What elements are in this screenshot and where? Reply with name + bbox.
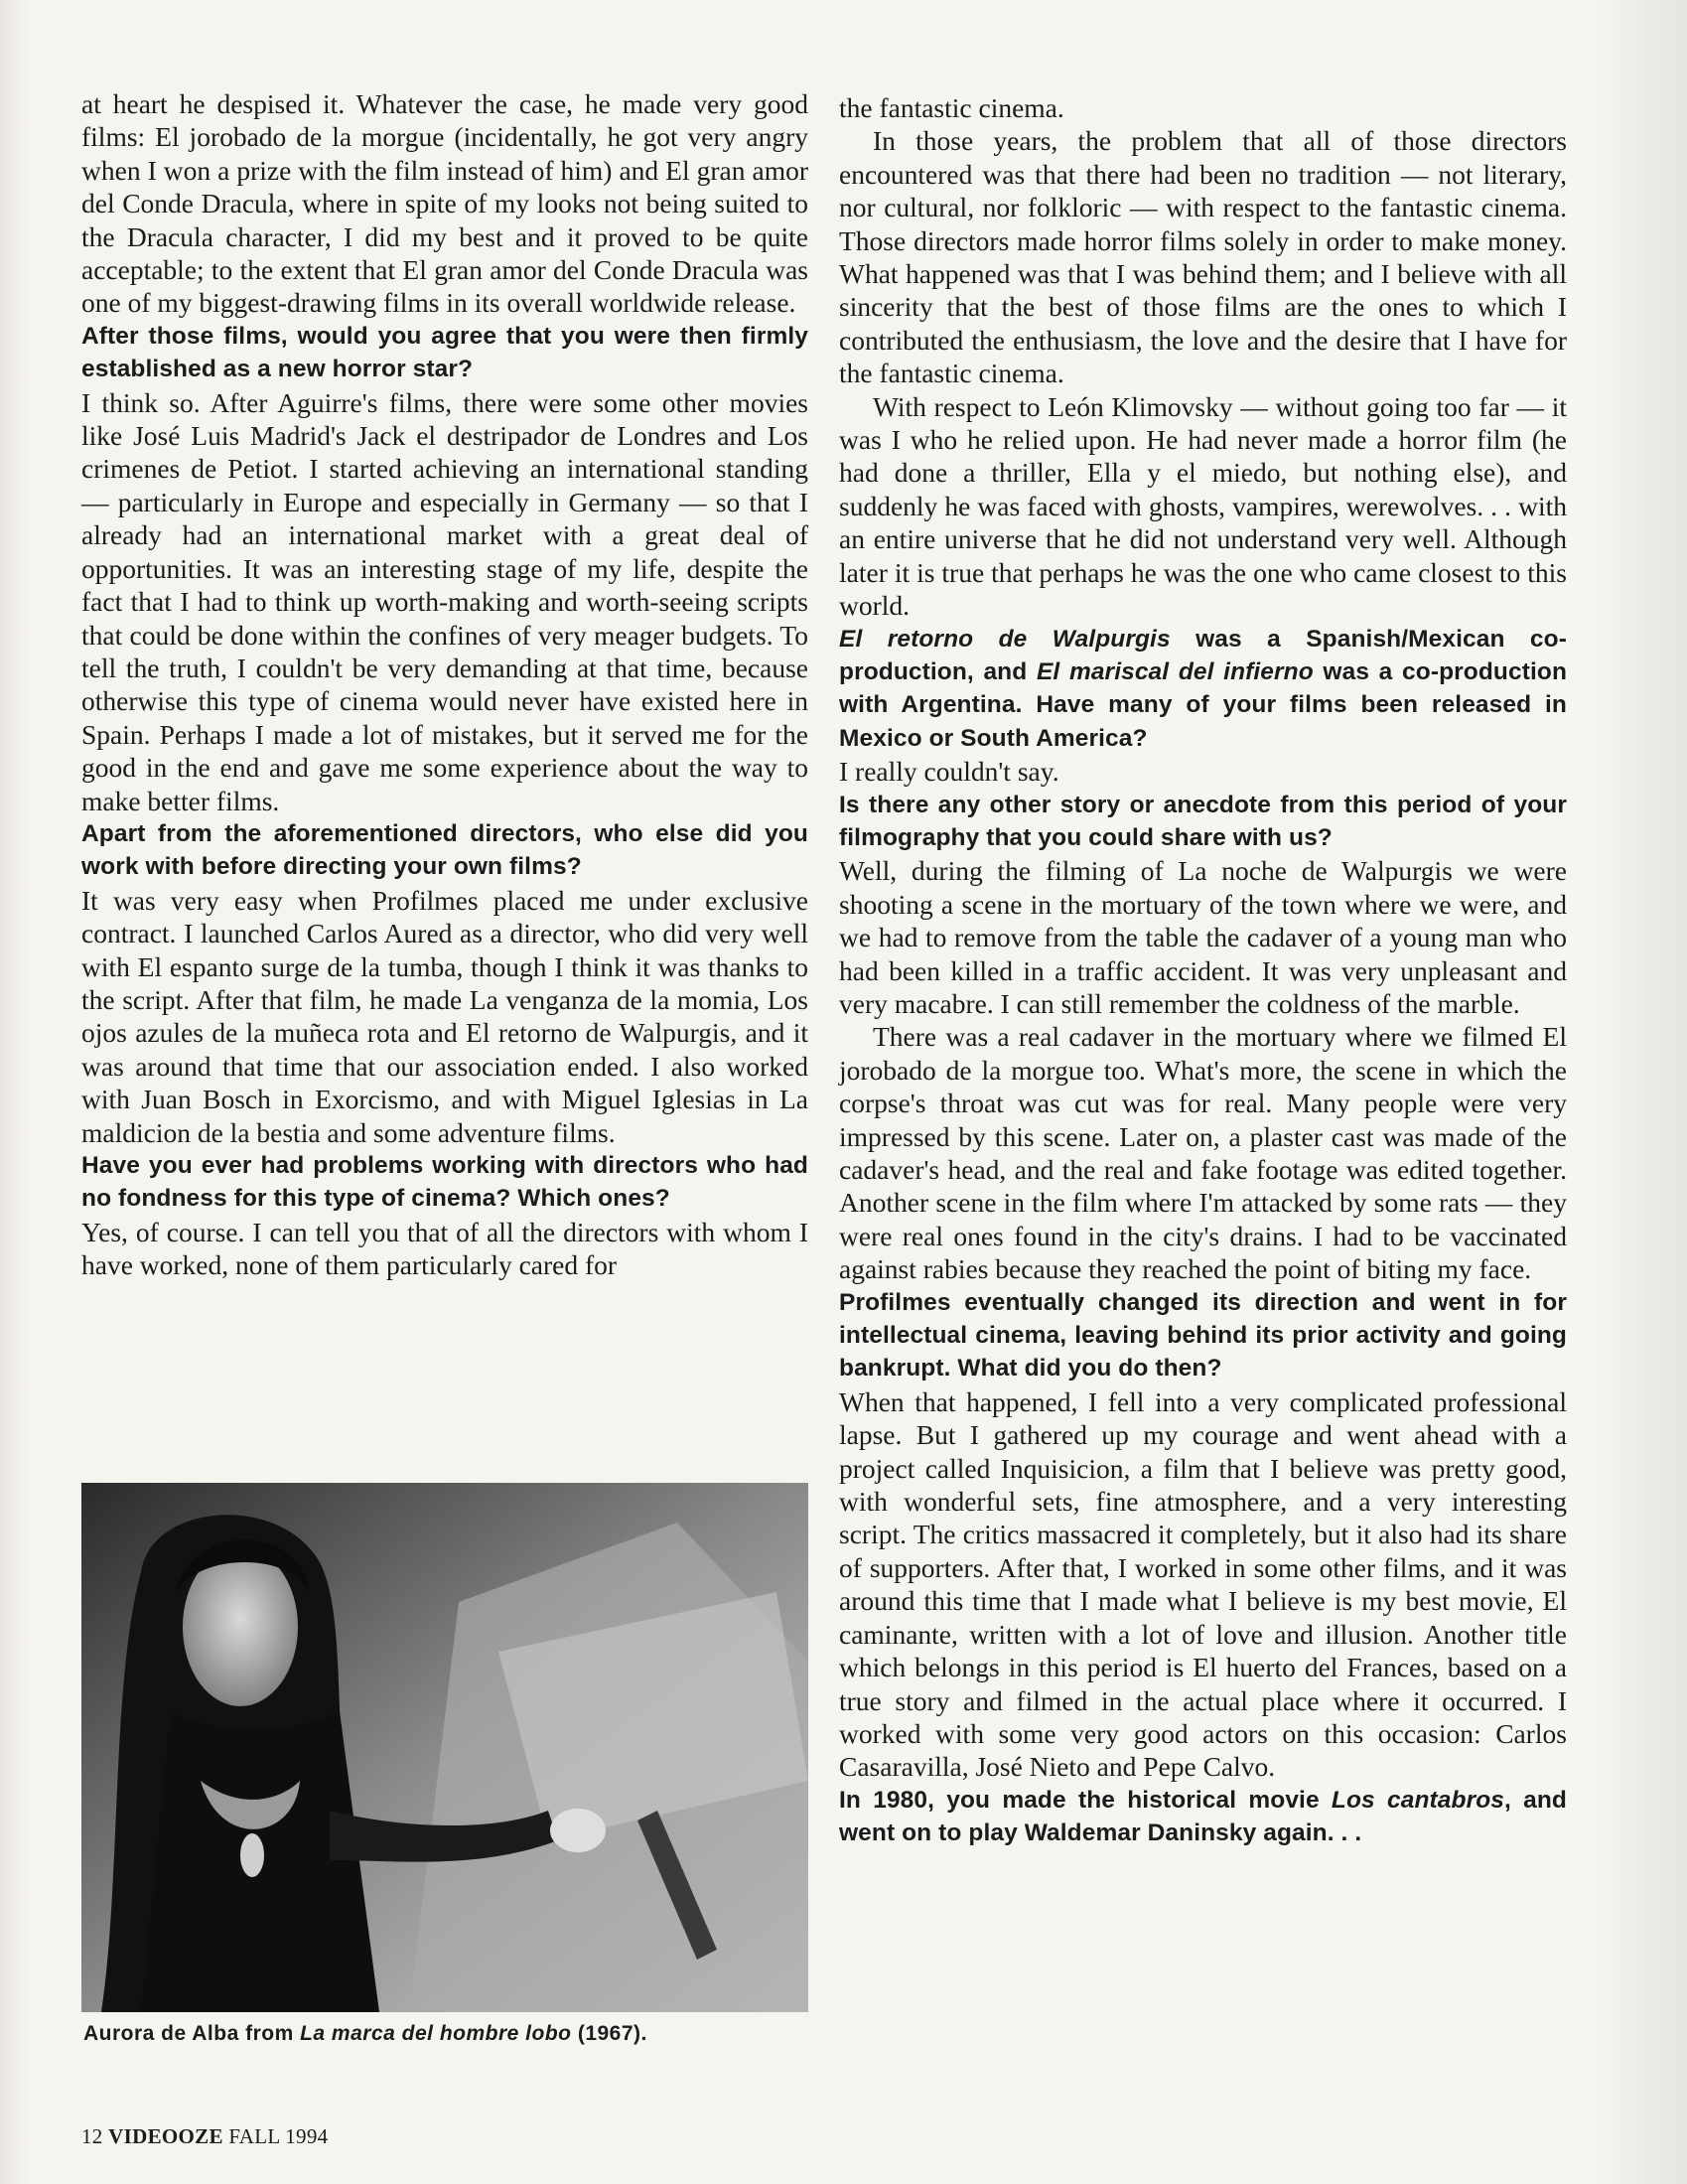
- paragraph: In those years, the problem that all of those directors encountered was that there had been no tradition — not literary, nor cultural, nor folkloric — with respect to the fantastic cinema. Those directors made horror films solely in order to make money. What happened was that I was behind them; and I believe with all sincerity that the best of those films are the ones to which I contributed the enthusiasm, the love and the desire that I have for the fantastic cinema.: [839, 125, 1567, 389]
- paragraph: It was very easy when Profilmes placed me under exclusive contract. I launched Carlos Aured as a director, who did very well with El espanto surge de la tumba, though I think it was thanks to the script. After that film, he made La venganza de la momia, Los ojos azules de la muñeca rota and El retorno de Walpurgis, and it was around that time that our association ended. I also worked with Juan Bosch in Exorcismo, and with Miguel Iglesias in La maldicion de la bestia and some adventure films.: [81, 884, 808, 1148]
- left-column: [81, 87, 808, 1282]
- page-number: 12: [81, 2124, 103, 2148]
- interview-question: Have you ever had problems working with directors who had no fondness for this type of cinema? Which ones?: [81, 1152, 808, 1213]
- interview-question: Profilmes eventually changed its direction and went in for intellectual cinema, leaving behind its prior activity and going bankrupt. What did you do then?: [839, 1288, 1567, 1383]
- film-title: Los cantabros: [1331, 1786, 1504, 1814]
- interview-question: Apart from the aforementioned directors, who else did you work with before directing your own films?: [81, 819, 808, 881]
- paragraph: Yes, of course. I can tell you that of all the directors with whom I have worked, none of them particularly cared for: [81, 1216, 808, 1281]
- paragraph: When that happened, I fell into a very complicated professional lapse. But I gathered up my courage and went ahead with a project called Inquisicion, a film that I believe was pretty good, with wonderful sets, fine atmosphere, and a very interesting script. The critics massacred it completely, but it also had its share of supporters. After that, I worked in some other films, and it was around this time that I made what I believe is my best movie, El caminante, written with a lot of love and illusion. Another title which belongs in this period is El huerto del Frances, based on a true story and filmed in the actual place where it occurred. I worked with some very good actors on this occasion: Carlos Casaravilla, José Nieto and Pepe Calvo.: [839, 1385, 1567, 1783]
- caption-suffix: (1967).: [571, 2022, 647, 2045]
- magazine-name: VIDEOOZE: [108, 2124, 223, 2148]
- question-text: was a co-production with Argentina. Have many of your films been released in Mexico or South America?: [839, 657, 1568, 752]
- question-text: In 1980, you made the historical movie: [839, 1786, 1332, 1814]
- caption-film-title: La marca del hombre lobo: [300, 2022, 572, 2045]
- question-text: , and went on to play Waldemar Daninsky again. . .: [839, 1786, 1567, 1847]
- question-text: was a Spanish/Mexican co-production, and: [839, 625, 1567, 685]
- right-column: [839, 91, 1567, 1850]
- caption-prefix: Aurora de Alba from: [83, 2022, 301, 2045]
- page-footer: [81, 2124, 328, 2149]
- issue-label: FALL 1994: [228, 2124, 329, 2148]
- paragraph: Well, during the filming of La noche de Walpurgis we were shooting a scene in the mortuary of the town where we were, and we had to remove from the table the cadaver of a young man who had been killed in a traffic accident. It was very unpleasant and very macabre. I can still remember the coldness of the marble.: [839, 855, 1567, 1019]
- interview-question: [839, 623, 1567, 756]
- interview-question: After those films, would you agree that you were then firmly established as a new horror star?: [81, 322, 808, 383]
- paragraph: With respect to León Klimovsky — without going too far — it was I who he relied upon. He had never made a horror film (he had done a thriller, Ella y el miedo, but nothing else), and suddenly he was faced with ghosts, vampires, werewolves. . . with an entire universe that he did not understand very well. Although later it is true that perhaps he was the one who came closest to this world.: [839, 390, 1567, 622]
- film-title: El retorno de Walpurgis: [839, 625, 1171, 653]
- paragraph: I think so. After Aguirre's films, there were some other movies like José Luis Madrid's Jack el destripador de Londres and Los crimenes de Petiot. I started achieving an international standing — particularly in Europe and especially in Germany — so that I already had an international market with a great deal of opportunities. It was an interesting stage of my life, despite the fact that I had to think up worth-making and worth-seeing scripts that could be done within the confines of very meager budgets. To tell the truth, I couldn't be very demanding at that time, because otherwise this type of cinema would never have existed here in Spain. Perhaps I made a lot of mistakes, but it served me for the good in the end and gave me some experience about the way to make better films.: [81, 386, 808, 816]
- paragraph: I really couldn't say.: [839, 756, 1059, 788]
- paragraph: There was a real cadaver in the mortuary where we filmed El jorobado de la morgue too. What's more, the scene in which the corpse's throat was cut was for real. Many people were very impressed by this scene. Later on, a plaster cast was made of the cadaver's head, and the real and fake footage was edited together. Another scene in the film where I'm attacked by some rats — they were real ones found in the city's drains. I had to be vaccinated against rabies because they reached the point of biting my face.: [839, 1021, 1567, 1285]
- film-still-photo: [81, 1483, 808, 2012]
- paragraph: at heart he despised it. Whatever the case, he made very good films: El jorobado de la morgue (incidentally, he got very angry when I won a prize with the film instead of him) and El gran amor del Conde Dracula, where in spite of my looks not being suited to the Dracula character, I did my best and it proved to be quite acceptable; to the extent that El gran amor del Conde Dracula was one of my biggest-drawing films in its overall worldwide release.: [81, 88, 808, 319]
- photo-caption: [83, 2022, 818, 2046]
- paragraph: the fantastic cinema.: [839, 92, 1064, 123]
- interview-question: [839, 1784, 1567, 1850]
- interview-question: Is there any other story or anecdote from this period of your filmography that you could share with us?: [839, 791, 1567, 851]
- photo-image: [81, 1483, 808, 2012]
- film-title: El mariscal del infierno: [1036, 657, 1314, 685]
